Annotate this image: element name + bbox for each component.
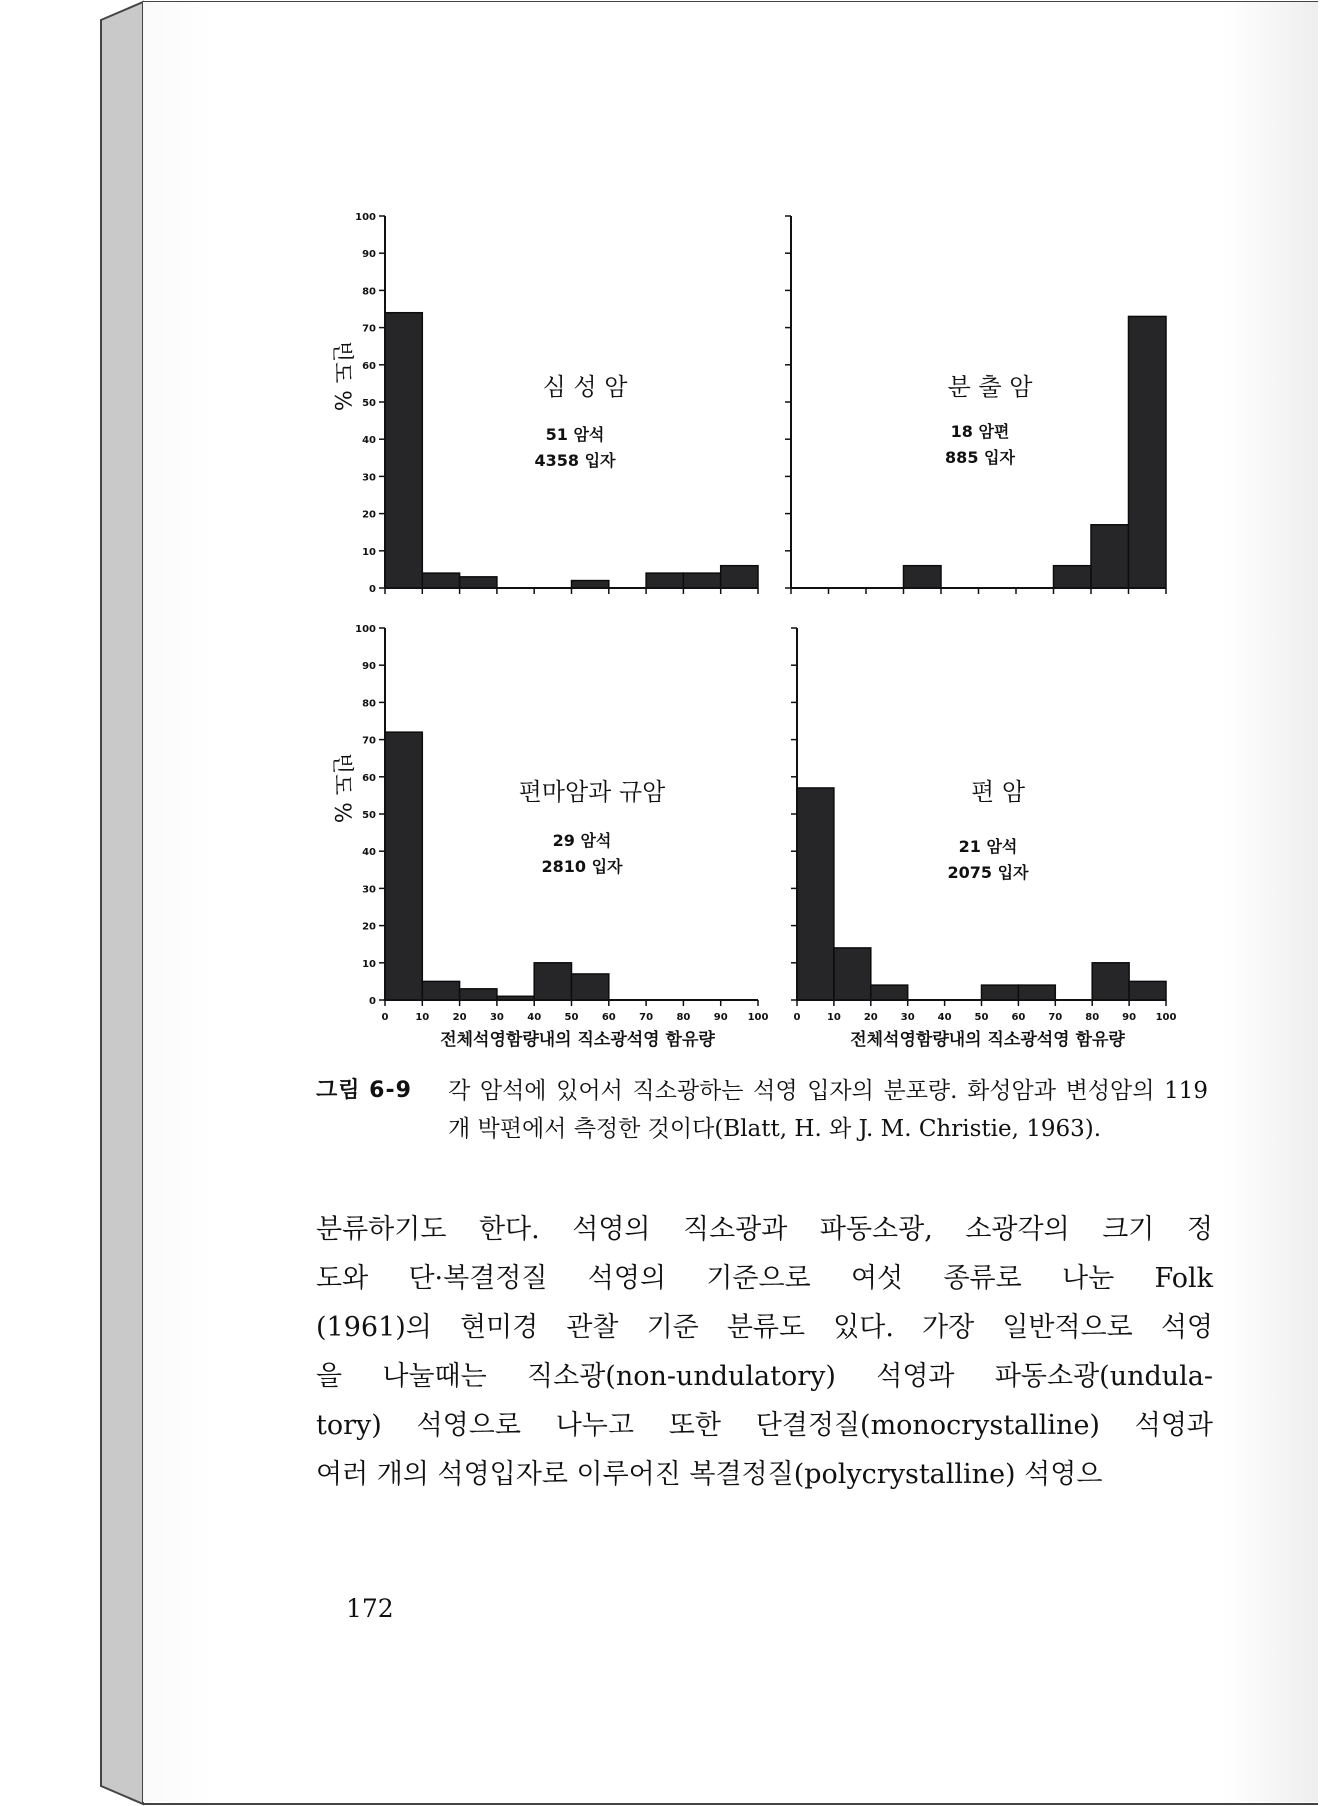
histogram-bar xyxy=(422,981,459,1000)
y-tick-label: 40 xyxy=(362,847,376,859)
histogram-bar xyxy=(721,566,758,588)
panel-title: 편마암과 규암 xyxy=(518,778,666,806)
x-tick-label: 70 xyxy=(1048,1012,1063,1023)
x-tick-label: 80 xyxy=(1085,1012,1100,1023)
panel-annotation: 2810 입자 xyxy=(541,857,623,876)
x-tick-label: 30 xyxy=(489,1012,504,1023)
x-tick-label: 90 xyxy=(713,1012,728,1023)
body-line: (1961)의 현미경 관찰 기준 분류도 있다. 가장 일반적으로 석영 xyxy=(316,1312,1213,1343)
y-tick-label: 90 xyxy=(362,661,376,673)
x-tick-label: 10 xyxy=(826,1012,841,1023)
x-tick-label: 60 xyxy=(601,1012,616,1023)
histogram-bar xyxy=(1129,316,1167,588)
x-tick-label: 80 xyxy=(676,1012,691,1023)
x-axis-label: 전체석영함량내의 직소광석영 함유량 xyxy=(440,1030,715,1050)
body-line: tory) 석영으로 나누고 또한 단결정질(monocrystalline) 석영과 xyxy=(316,1410,1213,1441)
y-tick-label: 100 xyxy=(355,212,376,223)
panel-annotation: 2075 입자 xyxy=(947,863,1029,882)
body-line: 도와 단·복결정질 석영의 기준으로 여섯 종류로 나눈 Folk xyxy=(316,1263,1213,1294)
histogram-bar xyxy=(1091,525,1129,588)
x-tick-label: 40 xyxy=(527,1012,542,1023)
panel-annotation: 29 암석 xyxy=(552,831,612,850)
x-tick-label: 70 xyxy=(639,1012,654,1023)
panel-title: 심 성 암 xyxy=(542,373,628,401)
page-number: 172 xyxy=(346,1594,394,1623)
histogram-bar xyxy=(871,985,908,1000)
y-tick-label: 60 xyxy=(362,772,376,784)
histogram-bar xyxy=(683,573,720,588)
y-tick-label: 20 xyxy=(362,921,376,933)
y-tick-label: 60 xyxy=(362,360,376,372)
x-tick-label: 50 xyxy=(974,1012,989,1023)
y-tick-label: 90 xyxy=(362,249,376,261)
y-tick-label: 30 xyxy=(362,884,376,896)
y-tick-label: 30 xyxy=(362,472,376,484)
y-tick-label: 0 xyxy=(369,996,376,1007)
body-line: 을 나눌때는 직소광(non-undulatory) 석영과 파동소광(undula- xyxy=(316,1361,1213,1392)
histogram-bar xyxy=(572,581,609,588)
x-tick-label: 60 xyxy=(1011,1012,1026,1023)
y-tick-label: 80 xyxy=(362,698,376,710)
histogram-bar xyxy=(1129,981,1166,1000)
x-tick-label: 10 xyxy=(415,1012,430,1023)
panel-annotation: 4358 입자 xyxy=(534,451,616,470)
histogram-bar xyxy=(1018,985,1055,1000)
histogram-bar xyxy=(385,313,422,588)
x-tick-label: 40 xyxy=(937,1012,952,1023)
y-tick-label: 80 xyxy=(362,286,376,298)
histogram-bar xyxy=(904,566,942,588)
y-axis-label: 빈도 % xyxy=(329,752,354,824)
panel-annotation: 21 암석 xyxy=(958,837,1018,856)
y-tick-label: 50 xyxy=(362,810,376,821)
histogram-bar xyxy=(534,963,571,1000)
y-tick-label: 70 xyxy=(362,323,376,335)
x-tick-label: 20 xyxy=(452,1012,467,1023)
histogram-bar xyxy=(646,573,683,588)
x-tick-label: 0 xyxy=(381,1012,389,1023)
x-tick-label: 20 xyxy=(863,1012,878,1023)
x-tick-label: 100 xyxy=(747,1012,769,1023)
panel-title: 분 출 암 xyxy=(947,373,1033,401)
y-tick-label: 0 xyxy=(369,584,376,595)
histogram-bar xyxy=(797,788,834,1000)
y-tick-label: 10 xyxy=(362,958,376,970)
x-tick-label: 30 xyxy=(900,1012,915,1023)
y-tick-label: 100 xyxy=(355,624,376,635)
y-tick-label: 20 xyxy=(362,509,376,521)
caption-label: 그림 6-9 xyxy=(316,1078,412,1103)
body-paragraph xyxy=(316,1205,1213,1499)
panel-annotation: 885 입자 xyxy=(945,448,1015,467)
histogram-bar xyxy=(385,732,422,1000)
x-tick-label: 50 xyxy=(564,1012,579,1023)
body-line: 분류하기도 한다. 석영의 직소광과 파동소광, 소광각의 크기 정 xyxy=(316,1214,1213,1245)
histogram-bar xyxy=(572,974,609,1000)
panel-title: 편 암 xyxy=(971,778,1025,806)
histogram-bar xyxy=(460,577,497,588)
histogram-bar xyxy=(834,948,871,1000)
y-tick-label: 70 xyxy=(362,735,376,747)
panel-annotation: 18 암편 xyxy=(950,422,1010,441)
y-tick-label: 50 xyxy=(362,398,376,409)
x-axis-label: 전체석영함량내의 직소광석영 함유량 xyxy=(850,1030,1125,1050)
x-tick-label: 100 xyxy=(1155,1012,1177,1023)
histogram-bar xyxy=(422,573,459,588)
body-line: 여러 개의 석영입자로 이루어진 복결정질(polycrystalline) 석영으 xyxy=(316,1459,1103,1490)
histogram-bar xyxy=(1054,566,1092,588)
x-tick-label: 90 xyxy=(1122,1012,1137,1023)
caption-text: 각 암석에 있어서 직소광하는 석영 입자의 분포량. 화성암과 변성암의 119개 박편에서 측정한 것이다(Blatt, H. 와 J. M. Christie, 1963). xyxy=(448,1078,1208,1142)
histogram-bar xyxy=(460,989,497,1000)
histogram-bar xyxy=(982,985,1019,1000)
x-tick-label: 0 xyxy=(793,1012,801,1023)
histogram-bar xyxy=(1092,963,1129,1000)
y-tick-label: 10 xyxy=(362,546,376,558)
panel-annotation: 51 암석 xyxy=(545,425,605,444)
y-tick-label: 40 xyxy=(362,435,376,447)
y-axis-label: 빈도 % xyxy=(329,340,354,412)
